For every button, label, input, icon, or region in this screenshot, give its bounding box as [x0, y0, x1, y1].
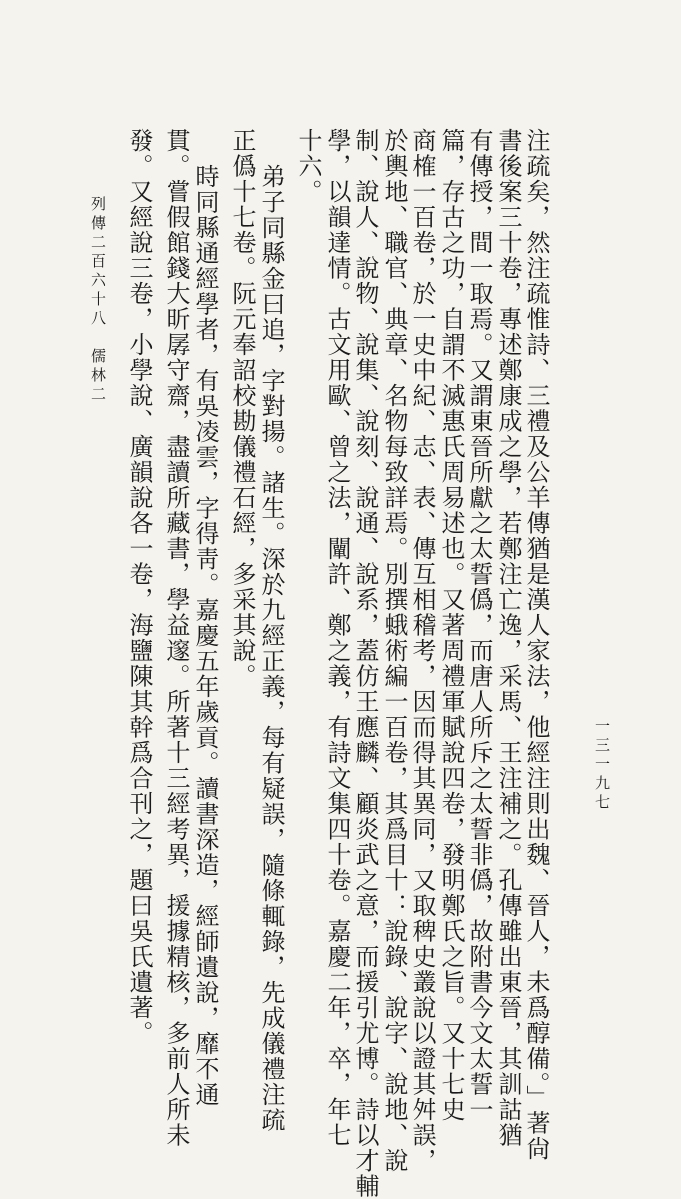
text-column-1: 注疏矣，然注疏惟詩、三禮及公羊傳猶是漢人家法，他經注則出魏、晉人，未爲醇備。」著尙 [522, 128, 550, 1162]
text-column-9: 十六。 [294, 128, 322, 205]
text-column-8: 學，以韻達情。古文用歐、曾之法，闡許、鄭之義，有詩文集四十卷。嘉慶二年，卒，年七 [323, 128, 351, 1148]
text-column-12: 時同縣通經學者，有吳凌雲，字得靑。嘉慶五年歲貢。讀書深造，經師遺說，靡不通 [191, 164, 219, 1108]
text-column-4: 篇，存古之功，自謂不滅惠氏周易述也。又著周禮軍賦說四卷，發明鄭氏之旨。又十七史 [437, 128, 465, 1123]
running-head: 列傳二百六十八 儒林二 [89, 196, 107, 405]
text-column-13: 貫。嘗假館錢大昕孱守齋，盡讀所藏書，學益邃。所著十三經考異，援據精核，多前人所未 [162, 128, 190, 1148]
text-column-5: 商榷一百卷，於一史中紀、志、表、傳互相稽考，因而得其異同，又取稗史叢說以證其舛誤， [408, 128, 436, 1174]
text-column-10: 弟子同縣金曰追，字對揚。諸生。深於九經正義，每有疑誤，隨條輒錄，先成儀禮注疏 [257, 164, 285, 1133]
text-column-3: 有傳授，間一取焉。又謂東晉所獻之太誓僞，而唐人所斥之太誓非僞，故附書今文太誓一 [465, 128, 493, 1123]
text-column-2: 書後案三十卷，專述鄭康成之學，若鄭注亡逸，采馬、王注補之。孔傳雖出東晉，其訓詁猶 [494, 128, 522, 1148]
text-column-6: 於輿地、職官、典章、名物每致詳焉。別撰蛾術編一百卷，其爲目十：說錄、說字、說地、說 [380, 128, 408, 1174]
text-column-14: 發。又經說三卷，小學說、廣韻說各一卷，海鹽陳其幹爲合刊之，題曰吳氏遺著。 [125, 128, 153, 1046]
page-number: 一三一九七 [593, 718, 611, 813]
text-column-11: 正僞十七卷。阮元奉詔校勘儀禮石經，多采其說。 [228, 128, 256, 689]
text-column-7: 制、說人、說物、說集、說刻、說通、說系，蓋仿王應麟、顧炎武之意，而援引尤博。詩以才輔 [351, 128, 379, 1199]
